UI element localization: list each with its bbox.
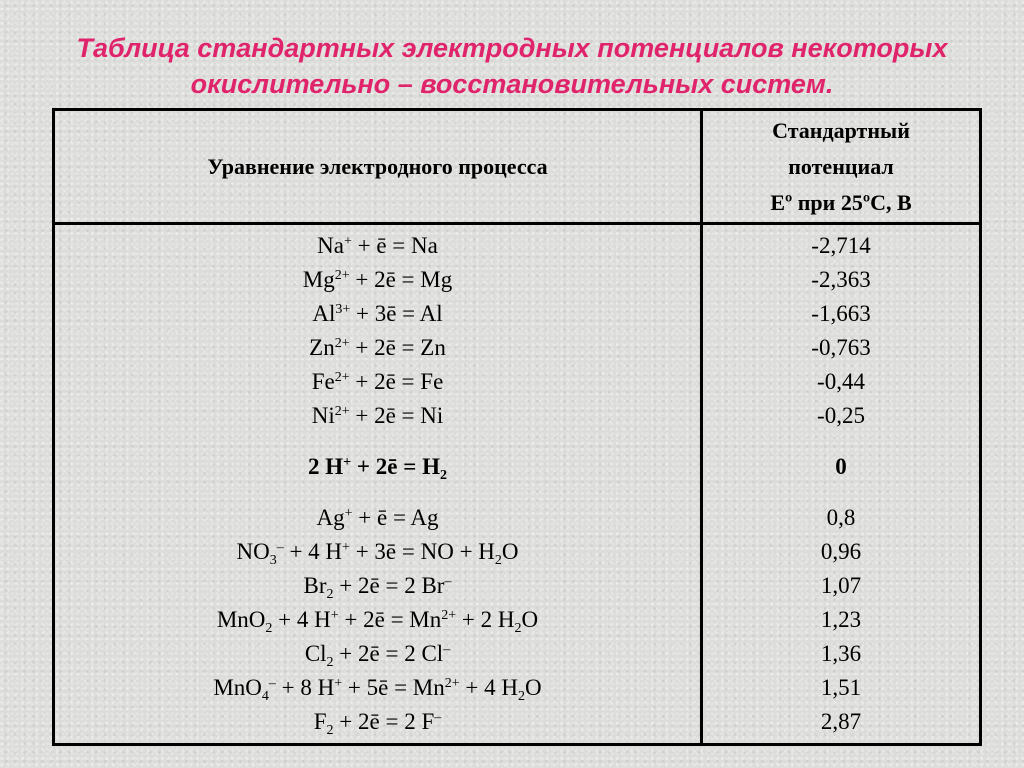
- header-potential-line-3: Еº при 25ºС, В: [770, 189, 912, 215]
- potential-cell: 1,07: [820, 573, 862, 598]
- equation-cell: $Al^{3+}$ + 3ē = Al: [312, 301, 443, 326]
- equation-cell: $Ni^{2+}$ + 2ē = Ni: [311, 403, 444, 428]
- potential-cell: -2,714: [811, 233, 871, 258]
- potential-cell: 0,8: [826, 505, 856, 530]
- potentials-table: [52, 108, 982, 746]
- equation-cell: MnO$_4$– + 8 H+ + 5ē = $Mn^{2+} + 4$ $H_2O$: [213, 675, 542, 704]
- header-divider: [55, 222, 979, 225]
- equation-cell: $Fe^{2+}$ + 2ē = Fe: [311, 369, 444, 394]
- equation-cell: Na+ + ē = Na: [317, 233, 438, 258]
- equation-cell: 2 H+ + 2ē = $H_2$: [308, 454, 447, 483]
- equation-cell: $Zn^{2+}$ + 2ē = Zn: [309, 335, 446, 360]
- equation-cell: $NO_3^- + 4$ H+ + 3ē = NO + $H_2O$: [236, 539, 519, 568]
- potential-cell: 2,87: [820, 709, 862, 734]
- potential-column: [703, 229, 979, 739]
- equation-cell: Ag+ + ē = Ag: [316, 505, 439, 530]
- header-potential-line-2: потенциал: [788, 153, 894, 179]
- potential-cell: 1,51: [820, 675, 862, 700]
- equation-cell: $Cl_2$ + 2ē = 2 Cl–: [304, 641, 451, 670]
- title-line-1: Таблица стандартных электродных потенциалов некоторых: [76, 33, 948, 63]
- potential-cell: 0: [835, 454, 847, 479]
- potential-cell: 0,96: [820, 539, 862, 564]
- equation-cell: $F_2$ + 2ē = 2 F–: [313, 709, 442, 738]
- potential-cell: -2,363: [811, 267, 871, 292]
- potential-cell: 1,36: [820, 641, 862, 666]
- header-equation: [55, 111, 700, 222]
- equation-cell: $Mg^{2+}$ + 2ē = Mg: [302, 267, 453, 292]
- potential-cell: -0,44: [817, 369, 865, 394]
- header-equation-label: Уравнение электродного процесса: [207, 153, 548, 179]
- equation-cell: MnO$_2$ + 4 H+ + 2ē = $Mn^{2+} + 2$ $H_2O$: [216, 607, 539, 636]
- slide-title: [0, 30, 1024, 102]
- potential-cell: -0,25: [817, 403, 865, 428]
- title-line-2: окислительно – восстановительных систем.: [190, 69, 834, 99]
- potential-cell: -0,763: [811, 335, 871, 360]
- equation-cell: $Br_2$ + 2ē = 2 Br–: [303, 573, 452, 602]
- equation-column: [55, 229, 700, 739]
- potential-cell: -1,663: [811, 301, 871, 326]
- header-potential-line-1: Стандартный: [772, 117, 910, 143]
- potential-cell: 1,23: [820, 607, 862, 632]
- header-potential: [703, 111, 979, 222]
